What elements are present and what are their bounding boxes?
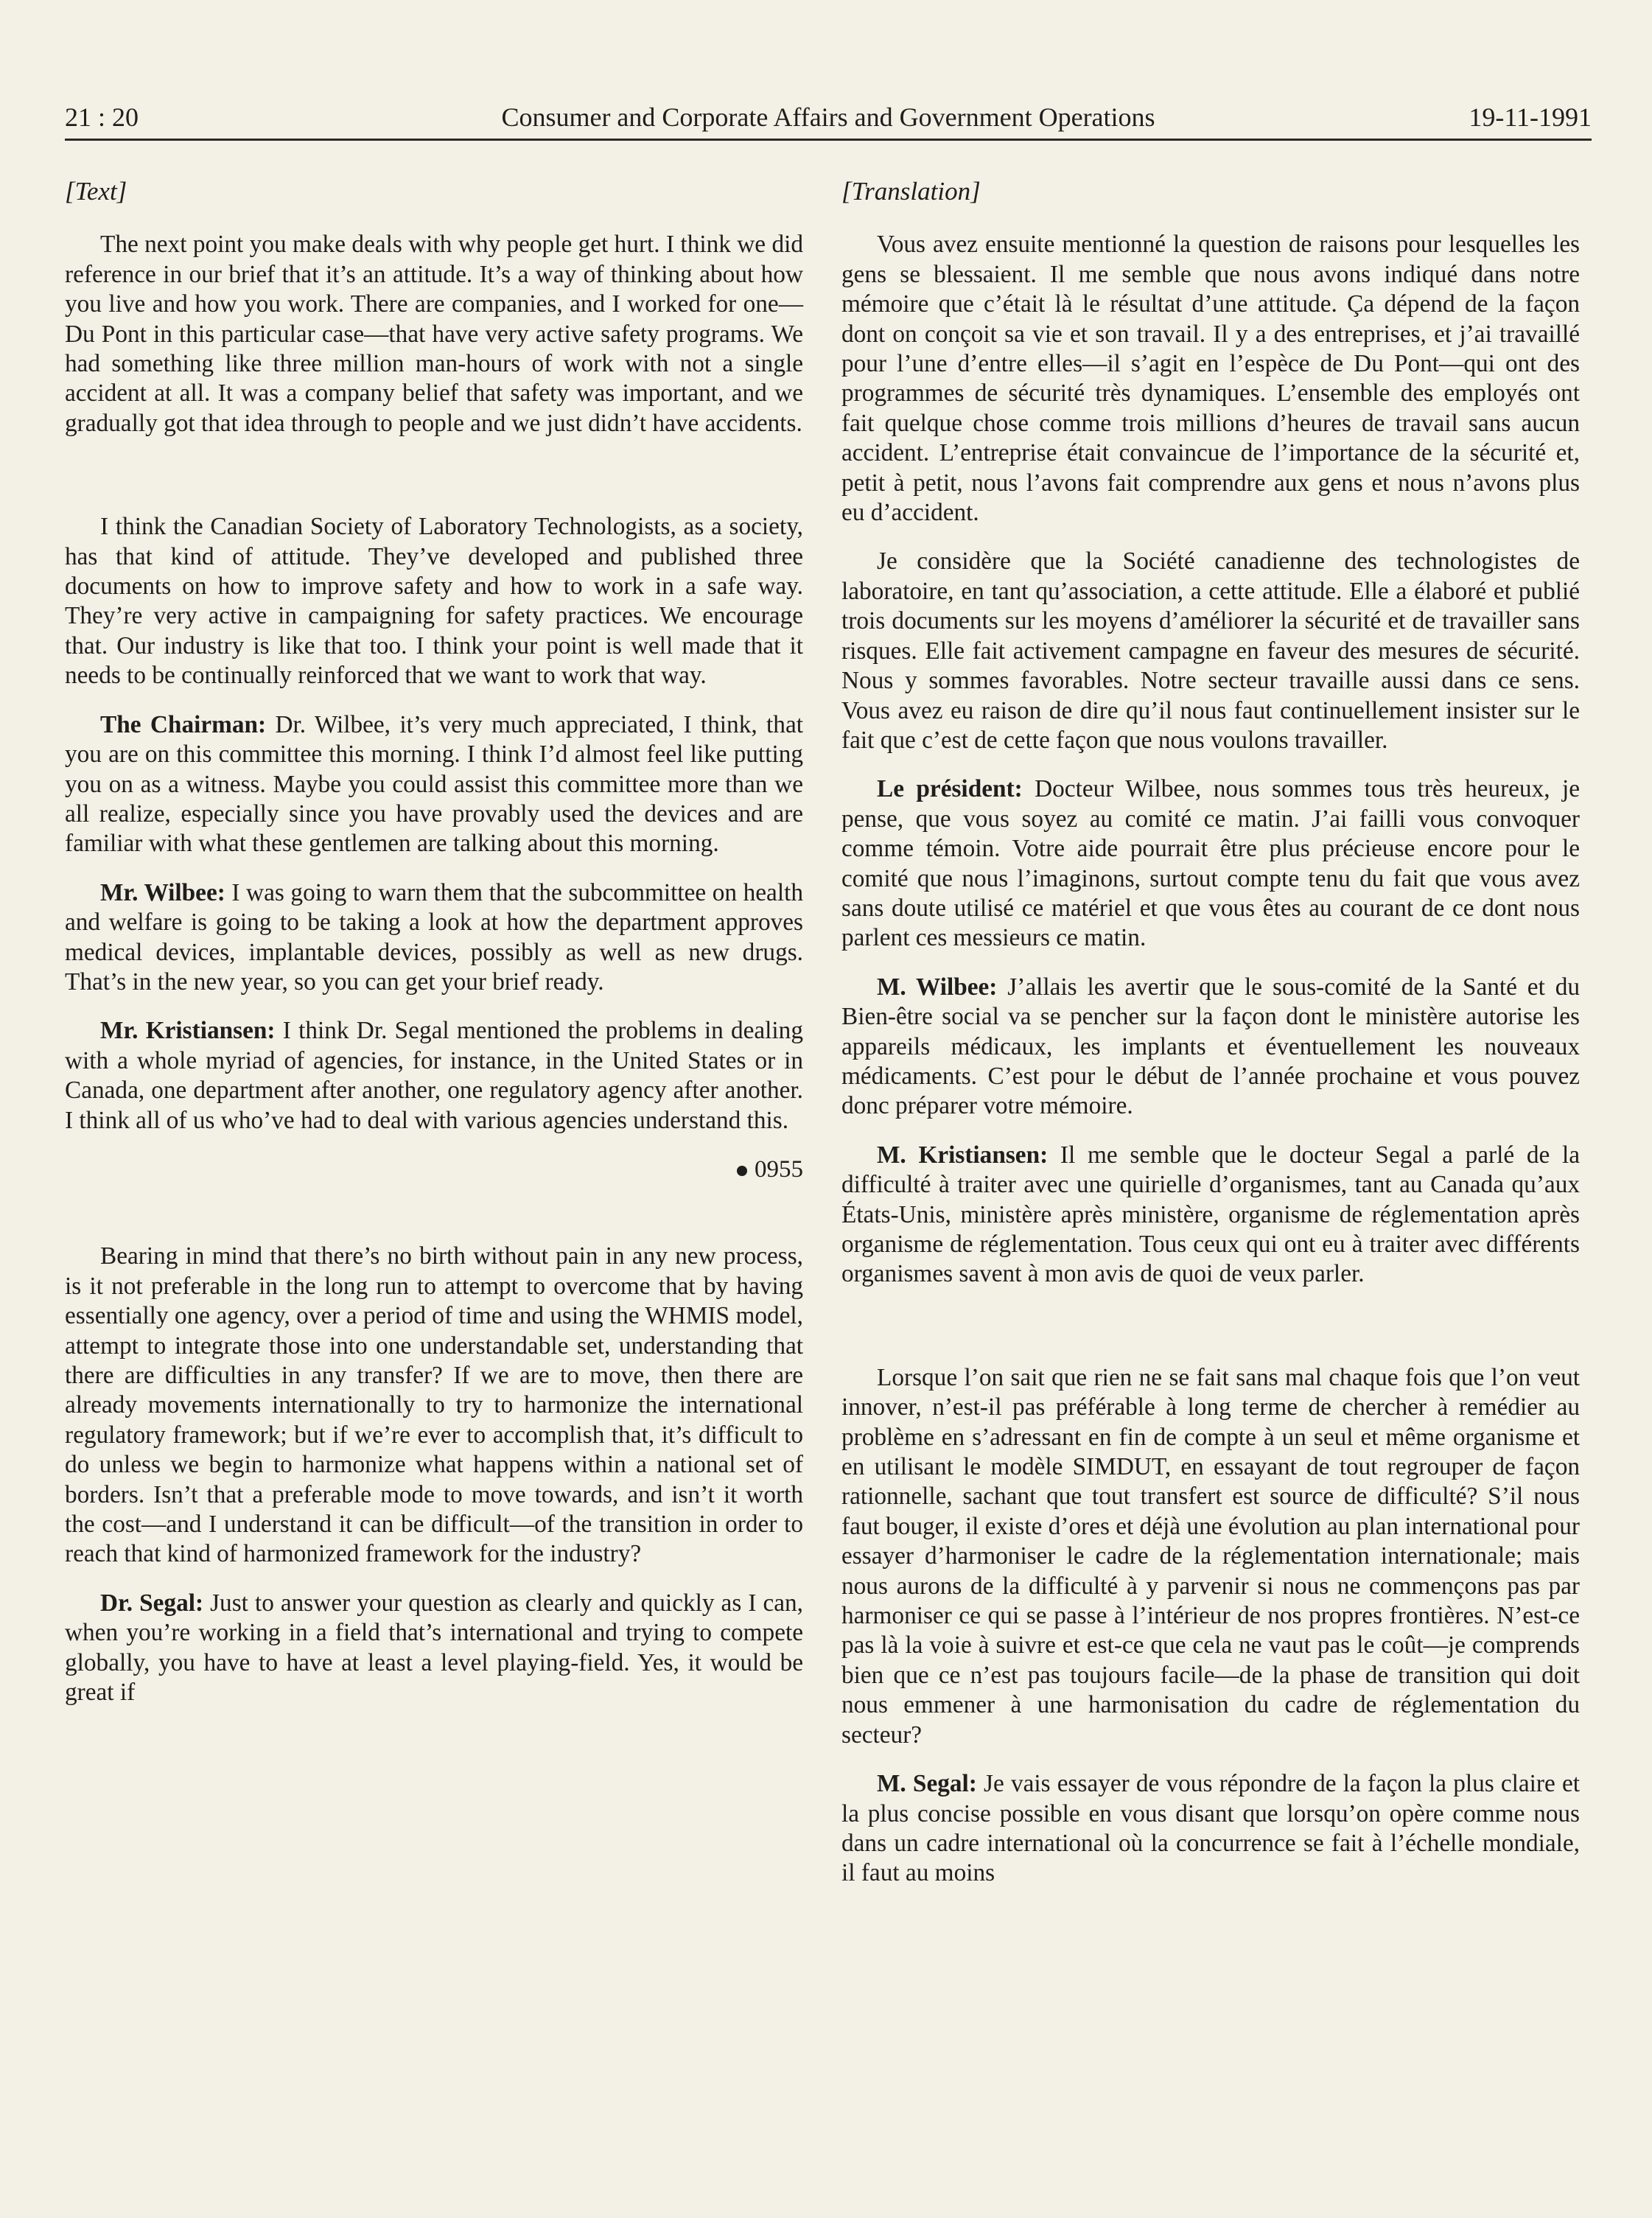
speech-paragraph xyxy=(65,1589,803,1708)
speech-text: Je vais essayer de vous répondre de la façon la plus claire et la plus concise possible en vous disant que lorsqu’on opère comme nous dans un cadre international où la concurrence se fait à l’échelle mondiale, il faut au moins xyxy=(841,1770,1580,1887)
header-title: Consumer and Corporate Affairs and Government Operations xyxy=(501,102,1155,132)
speaker-name: M. Segal: xyxy=(877,1770,977,1798)
page-header xyxy=(65,102,1592,141)
speaker-name: The Chairman: xyxy=(100,710,267,738)
french-column xyxy=(841,177,1580,1908)
speech-text: Docteur Wilbee, nous sommes tous très heureux, je pense, que vous soyez au comité ce matin. J’ai failli vous convoquer comme témoin. Votre aide pourrait être plus précieuse encore pour le comité que nous l’imaginons, surtout compte tenu du fait que vous avez sans doute utilisé ce matériel et que vous êtes au courant de ce dont nous parlent ces messieurs ce matin. xyxy=(841,775,1581,952)
speech-text: Il me semble que le docteur Segal a parlé de la difficulté à traiter avec une quirielle d’organismes, tant au Canada qu’aux États-Unis, ministère après ministère, organisme de réglementation après organisme de réglementation. Tous ceux qui ont eu à traiter avec différents organismes savent à mon avis de quoi de veux parler. xyxy=(841,1141,1581,1288)
speech-paragraph xyxy=(65,710,803,859)
speech-paragraph xyxy=(65,1016,803,1136)
paragraph: Bearing in mind that there’s no birth without pain in any new process, is it not preferable in the long run to attempt to overcome that by having essentially one agency, over a period of time and using the WHMIS model, attempt to integrate those into one understandable set, understanding that there are difficulties in any transfer? If we are to move, then there are already movements internationally to try to harmonize the international regulatory framework; but if we’re ever to accomplish that, it’s difficult to do unless we begin to harmonize what happens within a national set of borders. Isn’t that a preferable mode to move towards, and isn’t it worth the cost—and I understand it can be difficult—of the transition in order to reach that kind of harmonized framework for the industry? xyxy=(65,1242,803,1568)
speech-paragraph xyxy=(841,973,1580,1122)
speech-text: I think Dr. Segal mentioned the problems in dealing with a whole myriad of agencies, for instance, in the United States or in Canada, one department after another, one regulatory agency after another. I think all of us who’ve had to deal with various agencies understand this. xyxy=(65,1017,803,1134)
page-number: 21 : 20 xyxy=(65,102,139,132)
speech-text: Dr. Wilbee, it’s very much appreciated, I think, that you are on this committee this morning. I think I’d almost feel like putting you on as a witness. Maybe you could assist this committee more than we all realize, especially since you have provably used the devices and are familiar with what these gentlemen are talking about this morning. xyxy=(65,710,803,858)
paragraph: Vous avez ensuite mentionné la question de raisons pour lesquelles les gens se blessaient. Il me semble que nous avons indiqué dans notre mémoire que c’était là le résultat d’une attitude. Ça dépend de la façon dont on conçoit sa vie et son travail. Il y a des entreprises, et j’ai travaillé pour l’une d’entre elles—il s’agit en l’espèce de Du Pont—qui ont des programmes de sécurité très dynamiques. L’ensemble des employés ont fait quelque chose comme trois millions d’heures de travail sans aucun accident. L’entreprise était convaincue de l’importance de la sécurité et, petit à petit, nous l’avons fait comprendre aux gens et nous n’avons plus eu d’accident. xyxy=(841,231,1580,527)
speaker-name: Dr. Segal: xyxy=(100,1589,204,1617)
paragraph: The next point you make deals with why people get hurt. I think we did reference in our brief that it’s an attitude. It’s a way of thinking about how you live and how you work. There are companies, and I worked for one—Du Pont in this particular case—that have very active safety programs. We had something like three million man-hours of work with not a single accident at all. It was a company belief that safety was important, and we gradually got that idea through to people and we just didn’t have accidents. xyxy=(65,231,803,437)
speech-paragraph xyxy=(841,1769,1580,1889)
time-marker-text: 0955 xyxy=(755,1155,803,1183)
speech-text: Just to answer your question as clearly and quickly as I can, when you’re working in a field that’s international and trying to compete globally, you have to have at least a level playing-field. Yes, it would be great if xyxy=(65,1589,803,1707)
speaker-name: M. Kristiansen: xyxy=(877,1141,1049,1169)
speech-paragraph xyxy=(841,1141,1580,1290)
spacer xyxy=(841,1309,1580,1363)
paragraph: Lorsque l’on sait que rien ne se fait sans mal chaque fois que l’on veut innover, n’est-il pas préférable à long terme de chercher à remédier au problème en s’adressant en fin de compte à un seul et même organisme et en utilisant le modèle SIMDUT, en essayant de tout regrouper de façon rationnelle, sachant que tout transfert est source de difficulté? S’il nous faut bouger, il existe d’ores et déjà une évolution au plan international pour essayer d’harmoniser le cadre de la réglementation internationale; mais nous aurons de la difficulté à y parvenir si nous ne commençons pas par harmoniser ce qui se passe à l’intérieur de nos propres frontières. N’est-ce pas là la voie à suivre et est-ce que cela ne vaut pas le coût—je comprends bien que ce n’est pas toujours facile—de la phase de transition qui doit nous emmener à une harmonisation du cadre de réglementation du secteur? xyxy=(841,1363,1580,1749)
speech-text: I was going to warn them that the subcommittee on health and welfare is going to be taking a look at how the department approves medical devices, implantable devices, possibly as well as new drugs. That’s in the new year, so you can get your brief ready. xyxy=(65,878,803,996)
speech-paragraph xyxy=(65,878,803,998)
paragraph: Je considère que la Société canadienne des technologistes de laboratoire, en tant qu’association, a cette attitude. Elle a élaboré et publié trois documents sur les moyens d’améliorer la sécurité et de travailler sans risques. Elle fait activement campagne en faveur des mesures de sécurité. Nous y sommes favorables. Notre secteur travaille aussi dans ce sens. Vous avez eu raison de dire qu’il nous faut continuellement insister sur le fait que c’est de cette façon que nous voulons travailler. xyxy=(841,547,1580,754)
spacer xyxy=(65,1199,803,1242)
speech-paragraph xyxy=(841,774,1580,953)
time-marker xyxy=(65,1155,803,1184)
header-date: 19-11-1991 xyxy=(1469,102,1592,132)
speaker-name: Mr. Kristiansen: xyxy=(100,1017,276,1045)
english-column xyxy=(65,177,803,1727)
text-label: [Text] xyxy=(65,177,127,206)
speaker-name: M. Wilbee: xyxy=(877,973,998,1001)
bullet-icon xyxy=(737,1166,747,1176)
speaker-name: Le président: xyxy=(877,775,1023,803)
spacer xyxy=(65,458,803,512)
paragraph: I think the Canadian Society of Laboratory Technologists, as a society, has that kind of attitude. They’ve developed and published three documents on how to improve safety and how to work in a safe way. They’re very active in campaigning for safety practices. We encourage that. Our industry is like that too. I think your point is well made that it needs to be continually reinforced that we want to work that way. xyxy=(65,513,803,690)
speaker-name: Mr. Wilbee: xyxy=(100,878,225,906)
speech-text: J’allais les avertir que le sous-comité de la Santé et du Bien-être social va se pencher sur la façon dont le ministère autorise les appareils médicaux, les implants et éventuellement les nouveaux médicaments. C’est pour le début de l’année prochaine et vous pouvez donc préparer votre mémoire. xyxy=(841,973,1580,1120)
translation-label: [Translation] xyxy=(841,177,981,206)
